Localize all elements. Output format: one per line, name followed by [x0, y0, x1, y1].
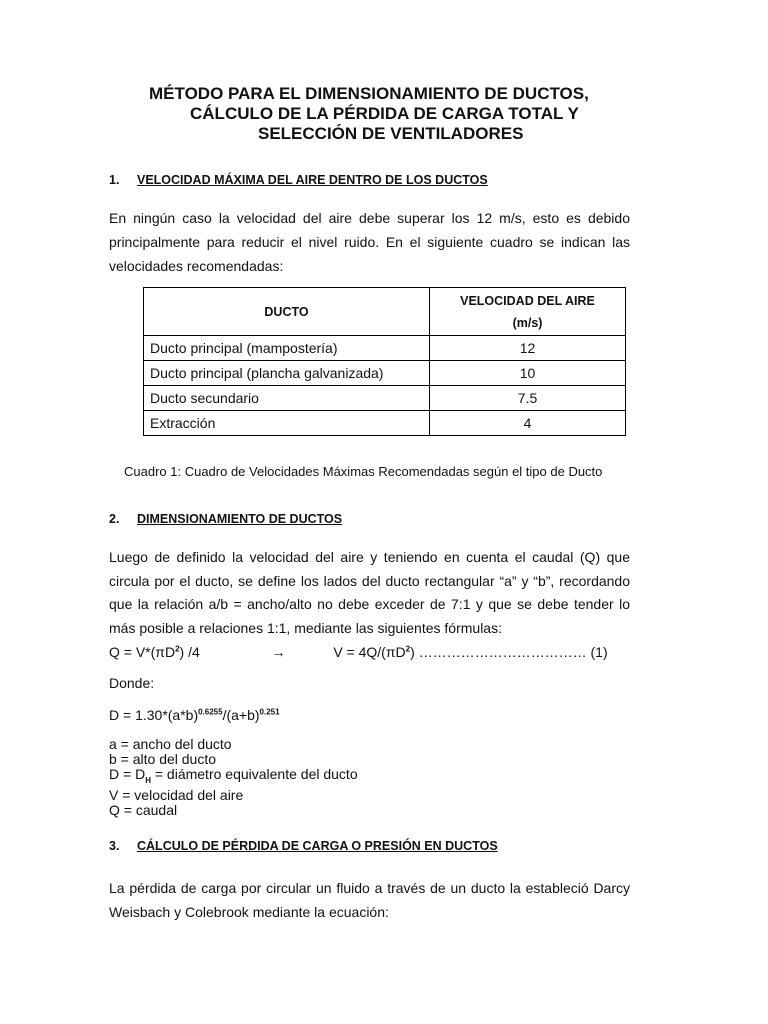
section-1-paragraph: En ningún caso la velocidad del aire debe superar los 12 m/s, esto es debido principalmente para reducir el nivel ruido. En el siguiente cuadro se indican las velocidades recomendadas:	[109, 210, 630, 274]
donde-label: Donde:	[109, 675, 155, 691]
cell-velocidad: 12	[430, 336, 626, 361]
formula-2-denominator: /(a+b)	[222, 707, 260, 723]
formula-2	[109, 707, 280, 723]
section-1-heading	[109, 173, 488, 187]
formula-2-exp-2: 0.251	[259, 707, 280, 717]
table-caption-text: Cuadro 1: Cuadro de Velocidades Máximas Recomendadas según el tipo de Ducto	[124, 464, 603, 479]
title-line-1: MÉTODO PARA EL DIMENSIONAMIENTO DE DUCTOS,	[149, 84, 589, 103]
cell-velocidad: 7.5	[430, 386, 626, 411]
cell-ducto: Ducto principal (plancha galvanizada)	[144, 361, 430, 386]
section-2-number: 2.	[109, 512, 120, 526]
formula-1-right-end: ) ……………………………… (1)	[410, 644, 608, 660]
def-d-sub: H	[145, 775, 151, 785]
title-line-2: CÁLCULO DE LA PÉRDIDA DE CARGA TOTAL Y	[190, 104, 579, 123]
section-1-title: VELOCIDAD MÁXIMA DEL AIRE DENTRO DE LOS DUCTOS	[137, 173, 488, 187]
formula-2-exp-1: 0.6255	[198, 707, 223, 717]
cell-ducto: Ducto secundario	[144, 386, 430, 411]
section-3-paragraph: La pérdida de carga por circular un fluido a través de un ducto la estableció Darcy Weisbach y Colebrook mediante la ecuación:	[109, 880, 630, 920]
section-3-number: 3.	[109, 839, 120, 853]
formula-1-left-exp: 2	[175, 644, 180, 654]
section-2-paragraph: Luego de definido la velocidad del aire y teniendo en cuenta el caudal (Q) que circula por el ducto, se define los lados del ducto rectangular “a” y “b”, recordando que la relación a/b = ancho/alto no debe exceder de 7:1 y que se debe tender lo más posible a relaciones 1:1, mediante las siguientes fórmulas:	[109, 549, 630, 636]
title-line-3: SELECCIÓN DE VENTILADORES	[258, 124, 524, 143]
section-2-title: DIMENSIONAMIENTO DE DUCTOS	[137, 512, 343, 526]
section-3-title: CÁLCULO DE PÉRDIDA DE CARGA O PRESIÓN EN DUCTOS	[137, 839, 498, 853]
def-b: b = alto del ducto	[109, 751, 217, 767]
formula-1-right: V = 4Q/(πD	[333, 644, 406, 660]
cell-ducto: Extracción	[144, 411, 430, 436]
header-velocidad-line2: (m/s)	[512, 315, 543, 330]
cell-ducto: Ducto principal (mampostería)	[144, 336, 430, 361]
formula-2-base: D = 1.30*(a*b)	[109, 707, 199, 723]
def-v: V = velocidad del aire	[109, 786, 244, 803]
variable-definitions	[109, 737, 358, 818]
cell-velocidad: 4	[430, 411, 626, 436]
formula-1-right-exp: 2	[405, 644, 411, 654]
table-row	[144, 336, 626, 361]
table-row	[144, 411, 626, 436]
def-q: Q = caudal	[109, 801, 178, 818]
header-ducto: DUCTO	[144, 288, 430, 336]
def-d-start: D = D	[109, 766, 146, 782]
table-row	[144, 386, 626, 411]
formula-1-left-end: ) /4	[179, 644, 200, 660]
section-3-heading	[109, 839, 498, 853]
formula-1-left: Q = V*(πD	[109, 644, 176, 660]
formula-arrow: →	[271, 644, 286, 660]
table-row	[144, 361, 626, 386]
def-d	[109, 767, 358, 788]
formula-1	[109, 644, 608, 660]
cell-velocidad: 10	[430, 361, 626, 386]
header-velocidad-line1: VELOCIDAD DEL AIRE	[460, 293, 595, 308]
section-1-number: 1.	[109, 173, 120, 187]
table-header-row	[144, 288, 626, 336]
section-2-heading	[109, 512, 342, 526]
def-d-end: = diámetro equivalente del ducto	[150, 766, 358, 782]
def-a: a = ancho del ducto	[109, 736, 232, 752]
velocity-table	[143, 287, 626, 436]
header-velocidad	[430, 288, 626, 336]
